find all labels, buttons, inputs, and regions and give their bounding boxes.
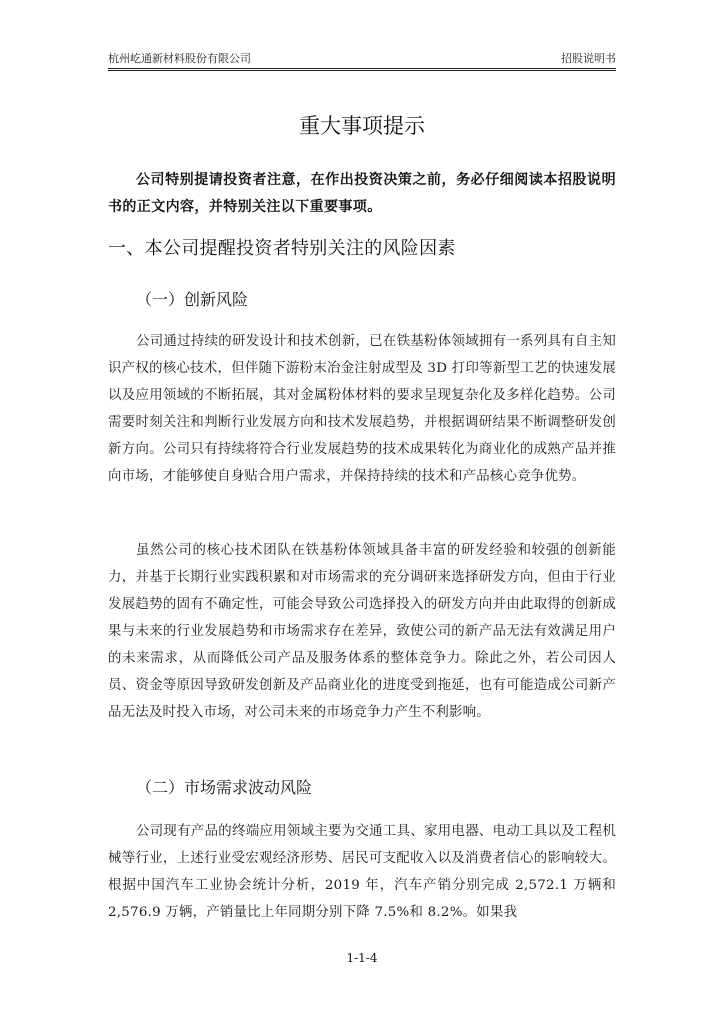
page-title: 重大事项提示 [299,114,425,138]
header-rule [108,68,616,69]
header-rule-secondary [108,70,616,71]
paragraph-innovation-2: 虽然公司的核心技术团队在铁基粉体领域具备丰富的研发经验和较强的创新能力，并基于长期行业实践积累和对市场需求的充分调研来选择研发方向，但由于行业发展趋势的固有不确定性，可能会导致公司选择投入的研发方向并由此取得的创新成果与未来的行业发展趋势和市场需求存在差异，致使公司的新产品无法有效满足用户的未来需求，从而降低公司产品及服务体系的整体竞争力。除此之外，若公司因人员、资金等原因导致研发创新及产品商业化的进度受到拖延，也有可能造成公司新产品无法及时投入市场，对公司未来的市场竞争力产生不利影响。 [108,543,616,720]
paragraph-innovation-1: 公司通过持续的研发设计和技术创新，已在铁基粉体领域拥有一系列具有自主知识产权的核心技术，但伴随下游粉末冶金注射成型及 3D 打印等新型工艺的快速发展以及应用领域的不断拓展，其对金属粉体材料的要求呈现复杂化及多样化趋势。公司需要时刻关注和判断行业发展方向和技术发展趋势，并根据调研结果不断调整研发创新方向。公司只有持续将符合行业发展趋势的技术成果转化为商业化的成熟产品并推向市场，才能够使自身贴合用户需求，并保持持续的技术和产品核心竞争优势。 [108,334,616,484]
section-heading-risk-factors: 一、本公司提醒投资者特别关注的风险因素 [108,238,456,259]
subsection-heading-demand-risk: （二）市场需求波动风险 [136,778,313,797]
page-number: 1-1-4 [346,951,378,965]
subsection-heading-innovation-risk: （一）创新风险 [136,290,249,309]
header-document-type: 招股说明书 [561,52,616,65]
page-header [108,52,616,68]
header-company-name: 杭州屹通新材料股份有限公司 [108,52,251,65]
paragraph-demand-1: 公司现有产品的终端应用领域主要为交通工具、家用电器、电动工具以及工程机械等行业，上述行业受宏观经济形势、居民可支配收入以及消费者信心的影响较大。根据中国汽车工业协会统计分析，2019 年，汽车产销分别完成 2,572.1 万辆和 2,576.9 万辆，产销量比上年同期分别下降 7.5%和 8.2%。如果我 [108,824,616,920]
intro-notice: 公司特别提请投资者注意，在作出投资决策之前，务必仔细阅读本招股说明书的正文内容，并特别关注以下重要事项。 [108,172,616,215]
